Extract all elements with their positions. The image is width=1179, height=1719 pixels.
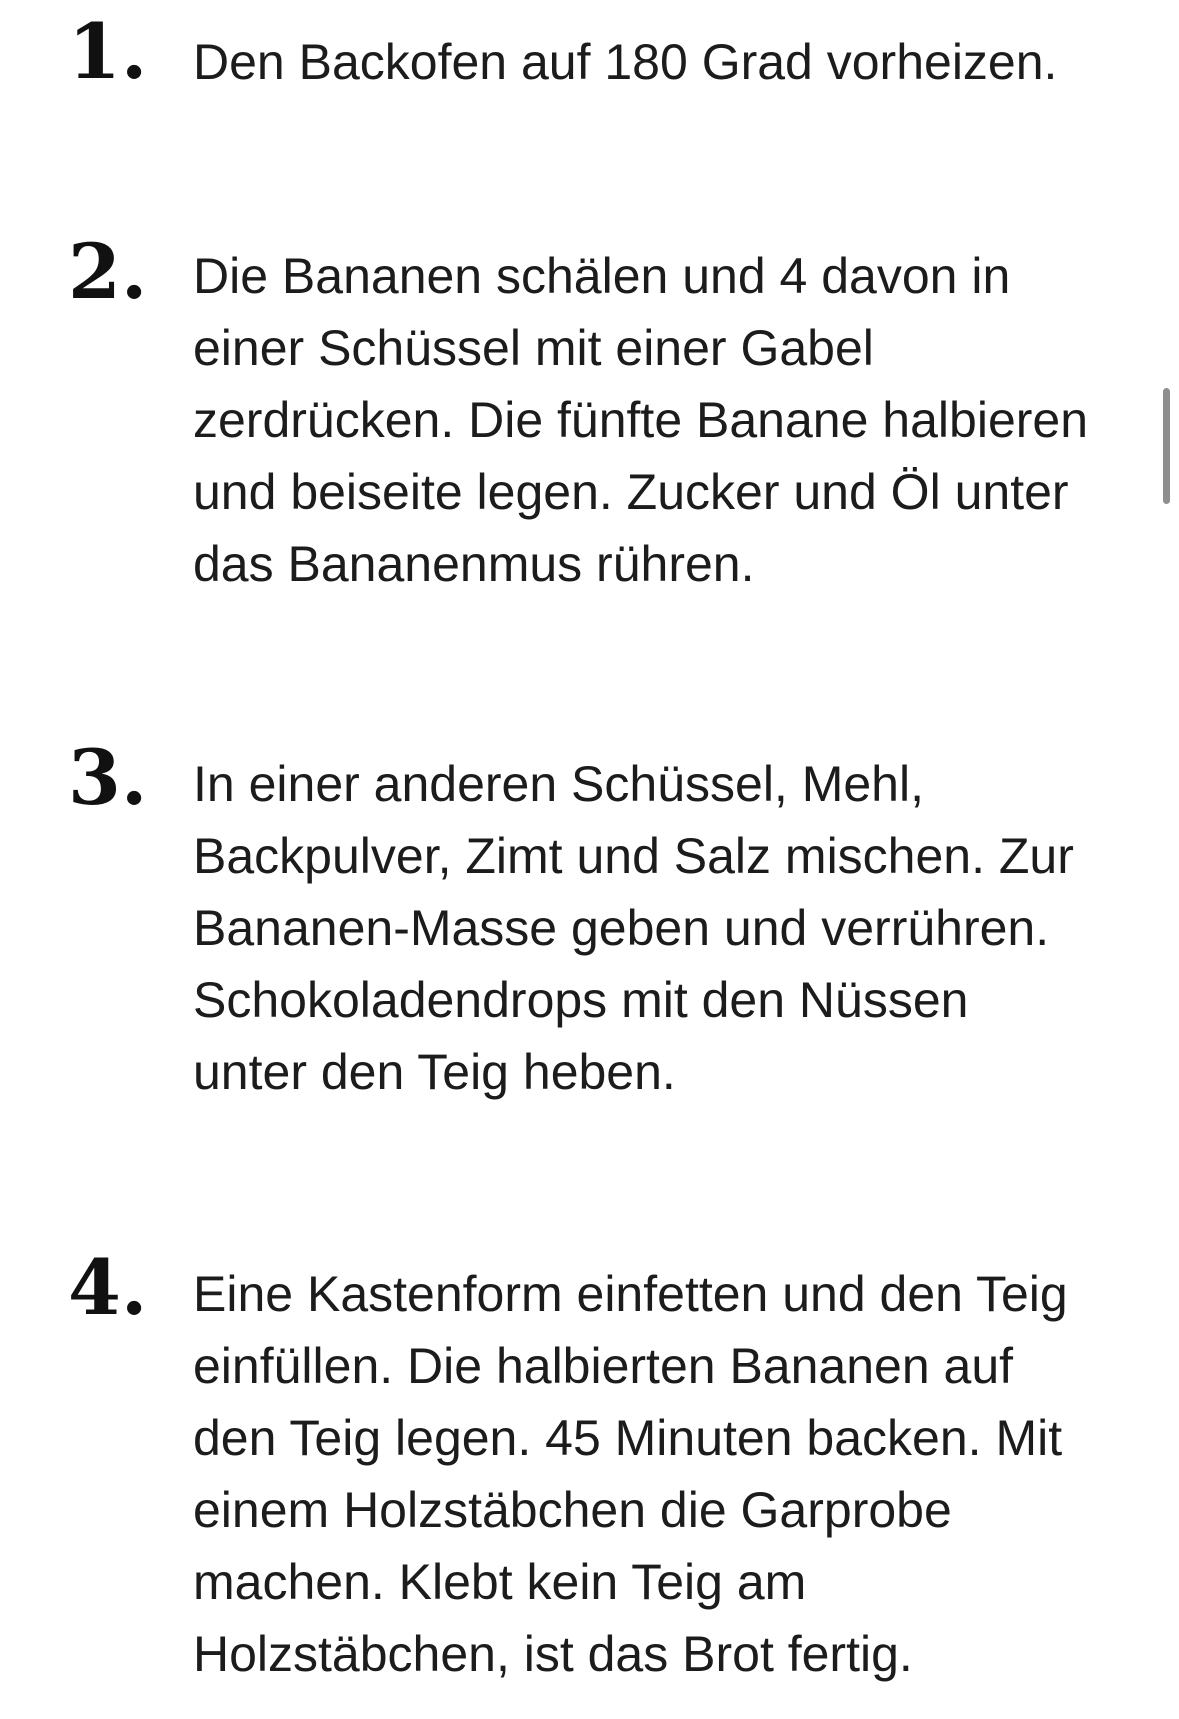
scrollbar[interactable] <box>1163 388 1170 504</box>
step-text: Die Bananen schälen und 4 davon in einer Schüssel mit einer Gabel zerdrücken. Die fünfte Banane halbieren und beiseite legen. Zucker und Öl unter das Bananenmus rühren. <box>193 248 1089 592</box>
step-number: 2. <box>68 227 148 316</box>
step-text: Den Backofen auf 180 Grad vorheizen. <box>193 34 1058 90</box>
step-number: 1. <box>68 7 148 96</box>
step-text: Eine Kastenform einfetten und den Teig einfüllen. Die halbierten Bananen auf den Teig legen. 45 Minuten backen. Mit einem Holzstäbchen die Garprobe machen. Klebt kein Teig am Holzstäbchen, ist das Brot fertig. <box>193 1266 1068 1682</box>
step-number: 4. <box>68 1243 148 1332</box>
step-number: 3. <box>68 733 148 822</box>
step-text: In einer anderen Schüssel, Mehl, Backpulver, Zimt und Salz mischen. Zur Bananen-Masse geben und verrühren. Schokoladendrops mit den Nüssen unter den Teig heben. <box>193 756 1074 1100</box>
